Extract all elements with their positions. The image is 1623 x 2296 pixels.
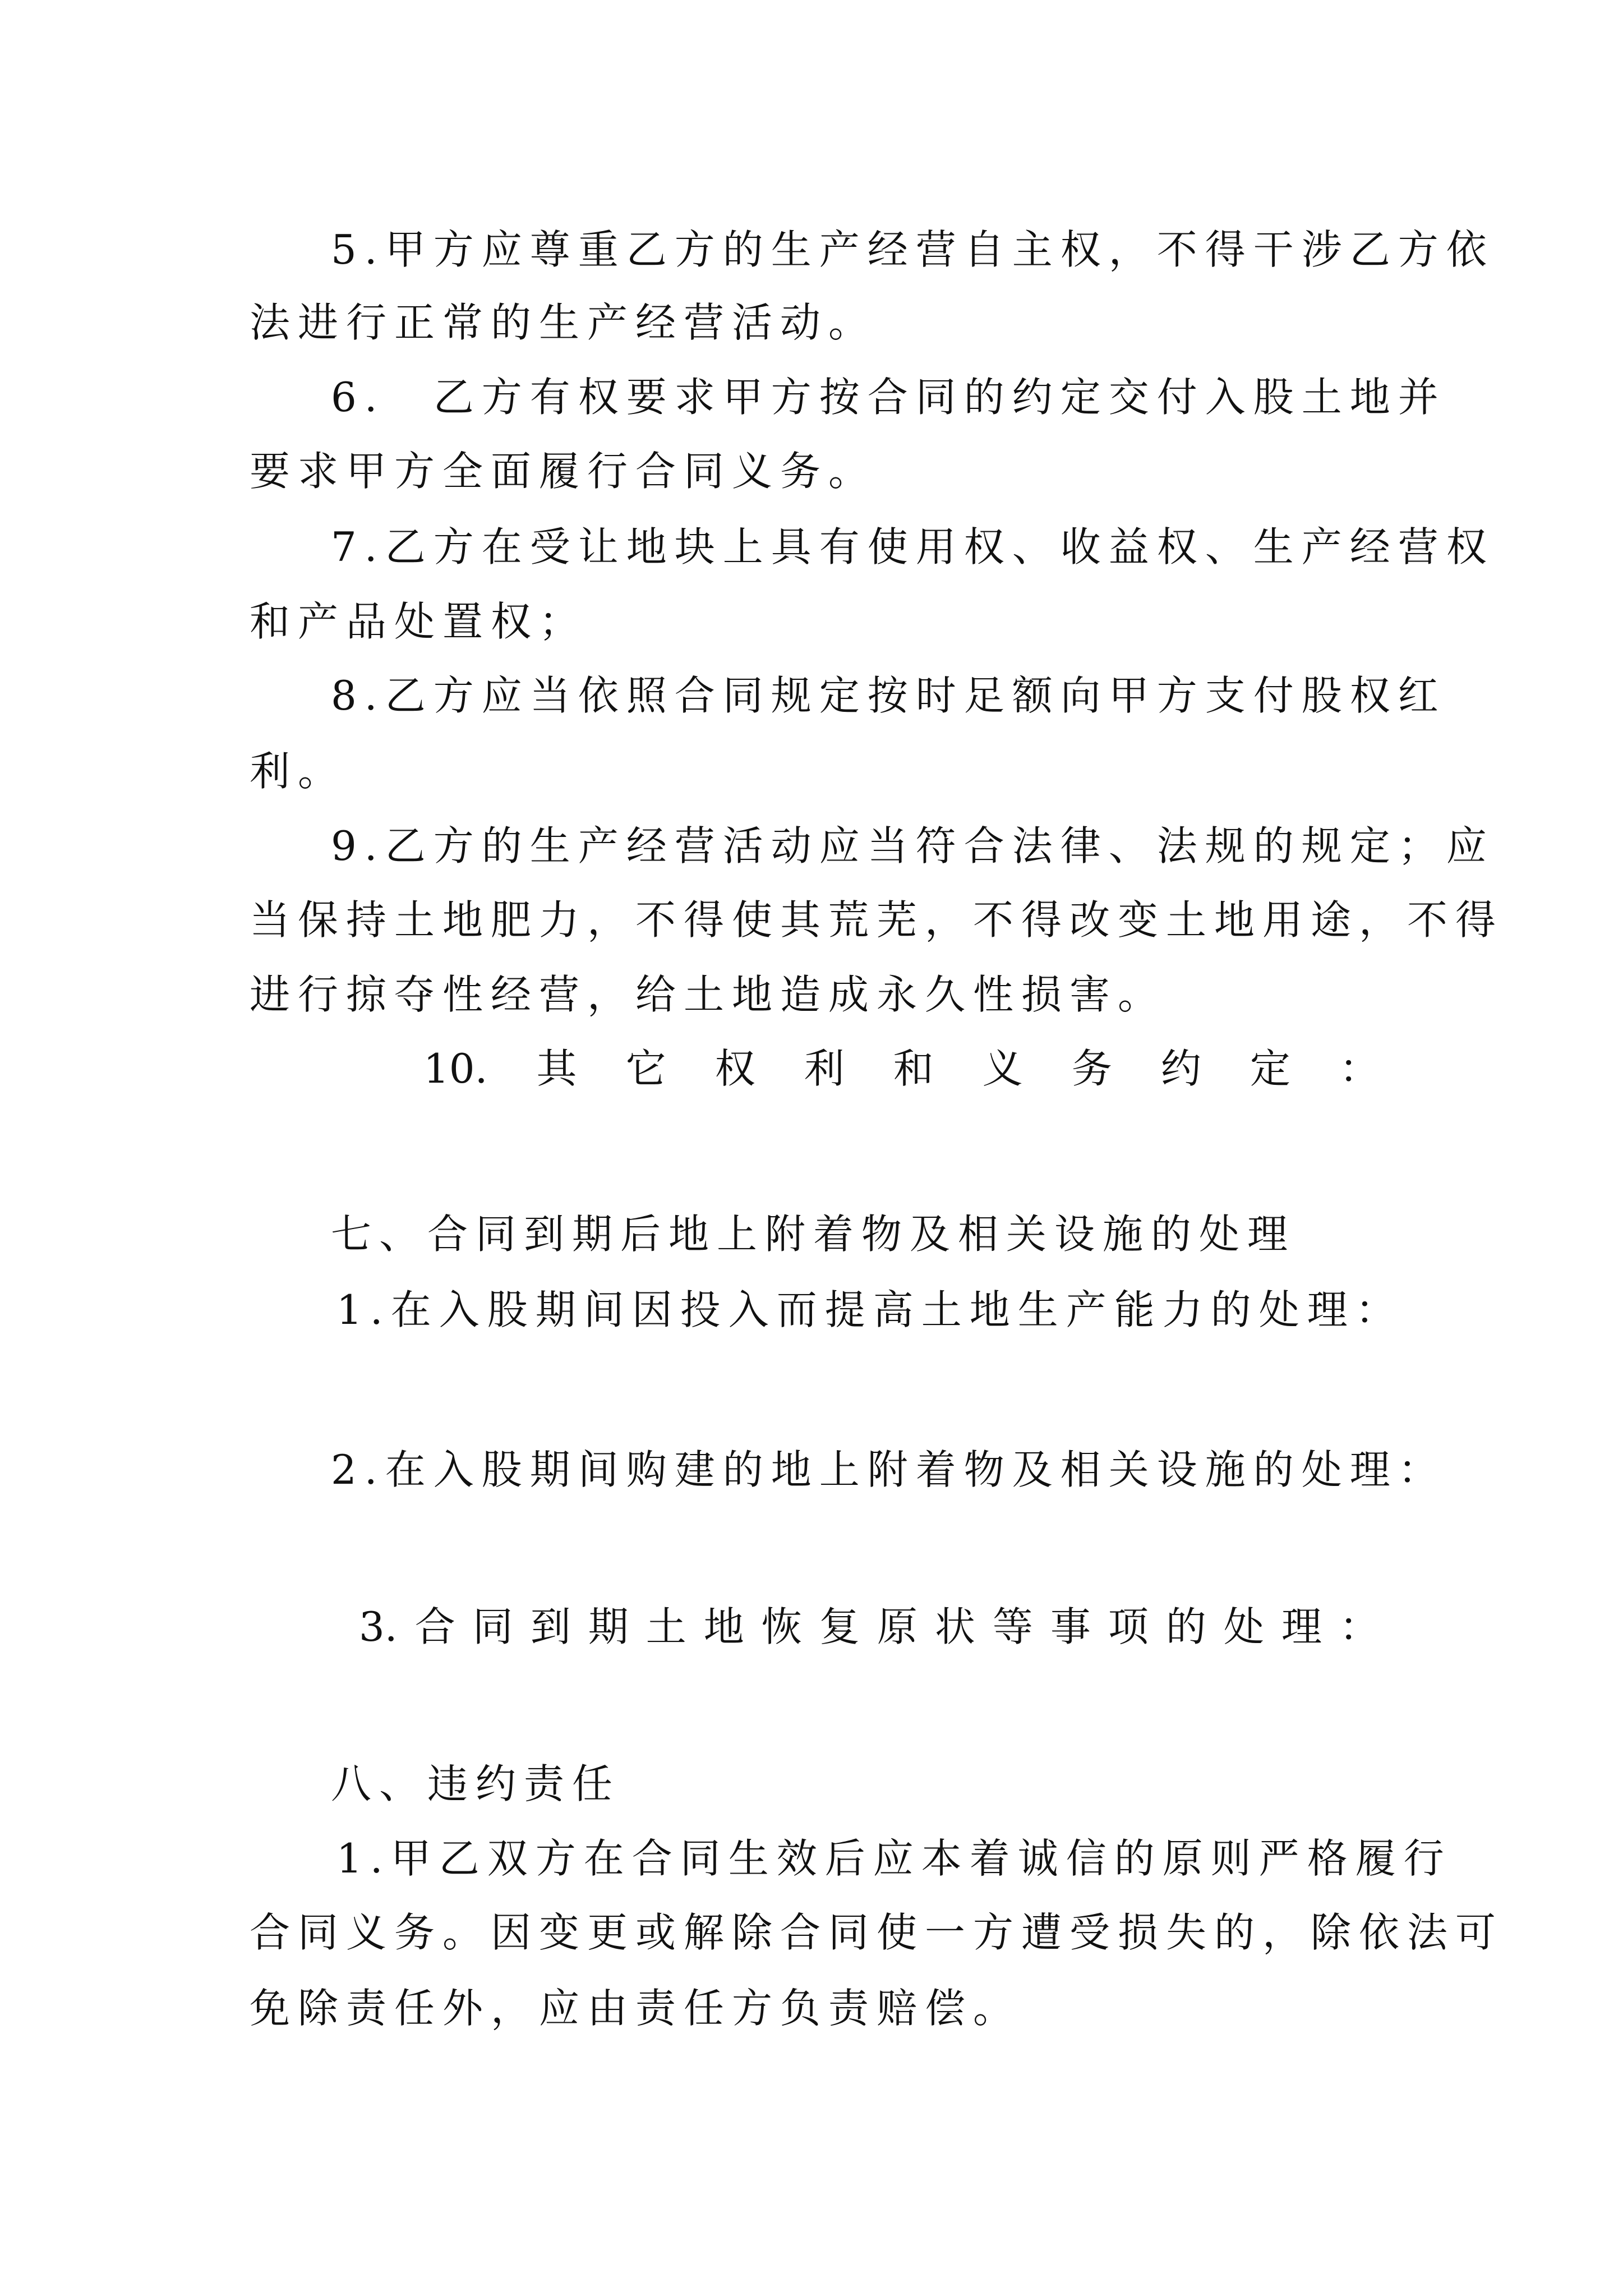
spaced-char: 复 <box>819 1603 860 1650</box>
spaced-char: 它 <box>625 1045 666 1092</box>
spaced-char: 义 <box>982 1045 1023 1092</box>
spaced-char: 3. <box>359 1603 398 1650</box>
section-8-item-1-line-3: 免除责任外，应由责任方负责赔偿。 <box>250 1985 1022 2032</box>
spaced-char: 其 <box>536 1045 577 1092</box>
spaced-char: 和 <box>893 1045 934 1092</box>
spaced-char: 同 <box>472 1603 513 1650</box>
spaced-char: 原 <box>877 1603 917 1650</box>
clause-8-line-2: 利。 <box>250 748 347 795</box>
spaced-char: 理 <box>1281 1603 1322 1650</box>
spaced-char: 利 <box>804 1045 845 1092</box>
section-7-item-2: 2.在入股期间购建的地上附着物及相关设施的处理： <box>331 1446 1446 1493</box>
spaced-char: 项 <box>1108 1603 1149 1650</box>
clause-6-line-2: 要求甲方全面履行合同义务。 <box>250 448 877 495</box>
spaced-char: 地 <box>703 1603 744 1650</box>
spaced-char: 等 <box>992 1603 1033 1650</box>
clause-8-line-1: 8.乙方应当依照合同规定按时足额向甲方支付股权红 <box>331 672 1446 719</box>
spaced-char: 10. <box>423 1045 488 1092</box>
spaced-char: ： <box>1339 1603 1380 1650</box>
spaced-char: 期 <box>588 1603 629 1650</box>
clause-10-spaced <box>423 1041 1380 1097</box>
clause-5-line-2: 法进行正常的生产经营活动。 <box>250 299 877 346</box>
clause-9-line-3: 进行掠夺性经营，给土地造成永久性损害。 <box>250 971 1166 1018</box>
spaced-char: 到 <box>530 1603 571 1650</box>
clause-9-line-2: 当保持土地肥力，不得使其荒芜，不得改变土地用途，不得 <box>250 896 1504 944</box>
spaced-char: 的 <box>1165 1603 1206 1650</box>
section-7-item-3-spaced <box>359 1599 1380 1655</box>
spaced-char: 恢 <box>761 1603 802 1650</box>
spaced-char: 事 <box>1050 1603 1091 1650</box>
section-7-heading: 七、合同到期后地上附着物及相关设施的处理 <box>331 1211 1296 1258</box>
spaced-char: 处 <box>1223 1603 1264 1650</box>
spaced-char: 土 <box>645 1603 686 1650</box>
spaced-char: 务 <box>1071 1045 1112 1092</box>
spaced-char: 合 <box>414 1603 455 1650</box>
spaced-char: 约 <box>1160 1045 1201 1092</box>
clause-7-line-1: 7.乙方在受让地块上具有使用权、收益权、生产经营权 <box>331 523 1495 570</box>
spaced-char: 状 <box>934 1603 975 1650</box>
spaced-char: ： <box>1339 1045 1380 1092</box>
section-8-item-1-line-1: 1.甲乙双方在合同生效后应本着诚信的原则严格履行 <box>336 1835 1452 1882</box>
spaced-char: 定 <box>1249 1045 1290 1092</box>
clause-5-line-1: 5.甲方应尊重乙方的生产经营自主权，不得干涉乙方依 <box>331 226 1495 273</box>
section-8-item-1-line-2: 合同义务。因变更或解除合同使一方遭受损失的，除依法可 <box>250 1909 1504 1956</box>
clause-7-line-2: 和产品处置权； <box>250 598 588 645</box>
section-8-heading: 八、违约责任 <box>331 1760 621 1807</box>
spaced-char: 权 <box>714 1045 755 1092</box>
section-7-item-1: 1.在入股期间因投入而提高土地生产能力的处理： <box>336 1286 1404 1333</box>
clause-6-line-1: 6. 乙方有权要求甲方按合同的约定交付入股土地并 <box>331 374 1446 421</box>
clause-9-line-1: 9.乙方的生产经营活动应当符合法律、法规的规定；应 <box>331 822 1495 869</box>
